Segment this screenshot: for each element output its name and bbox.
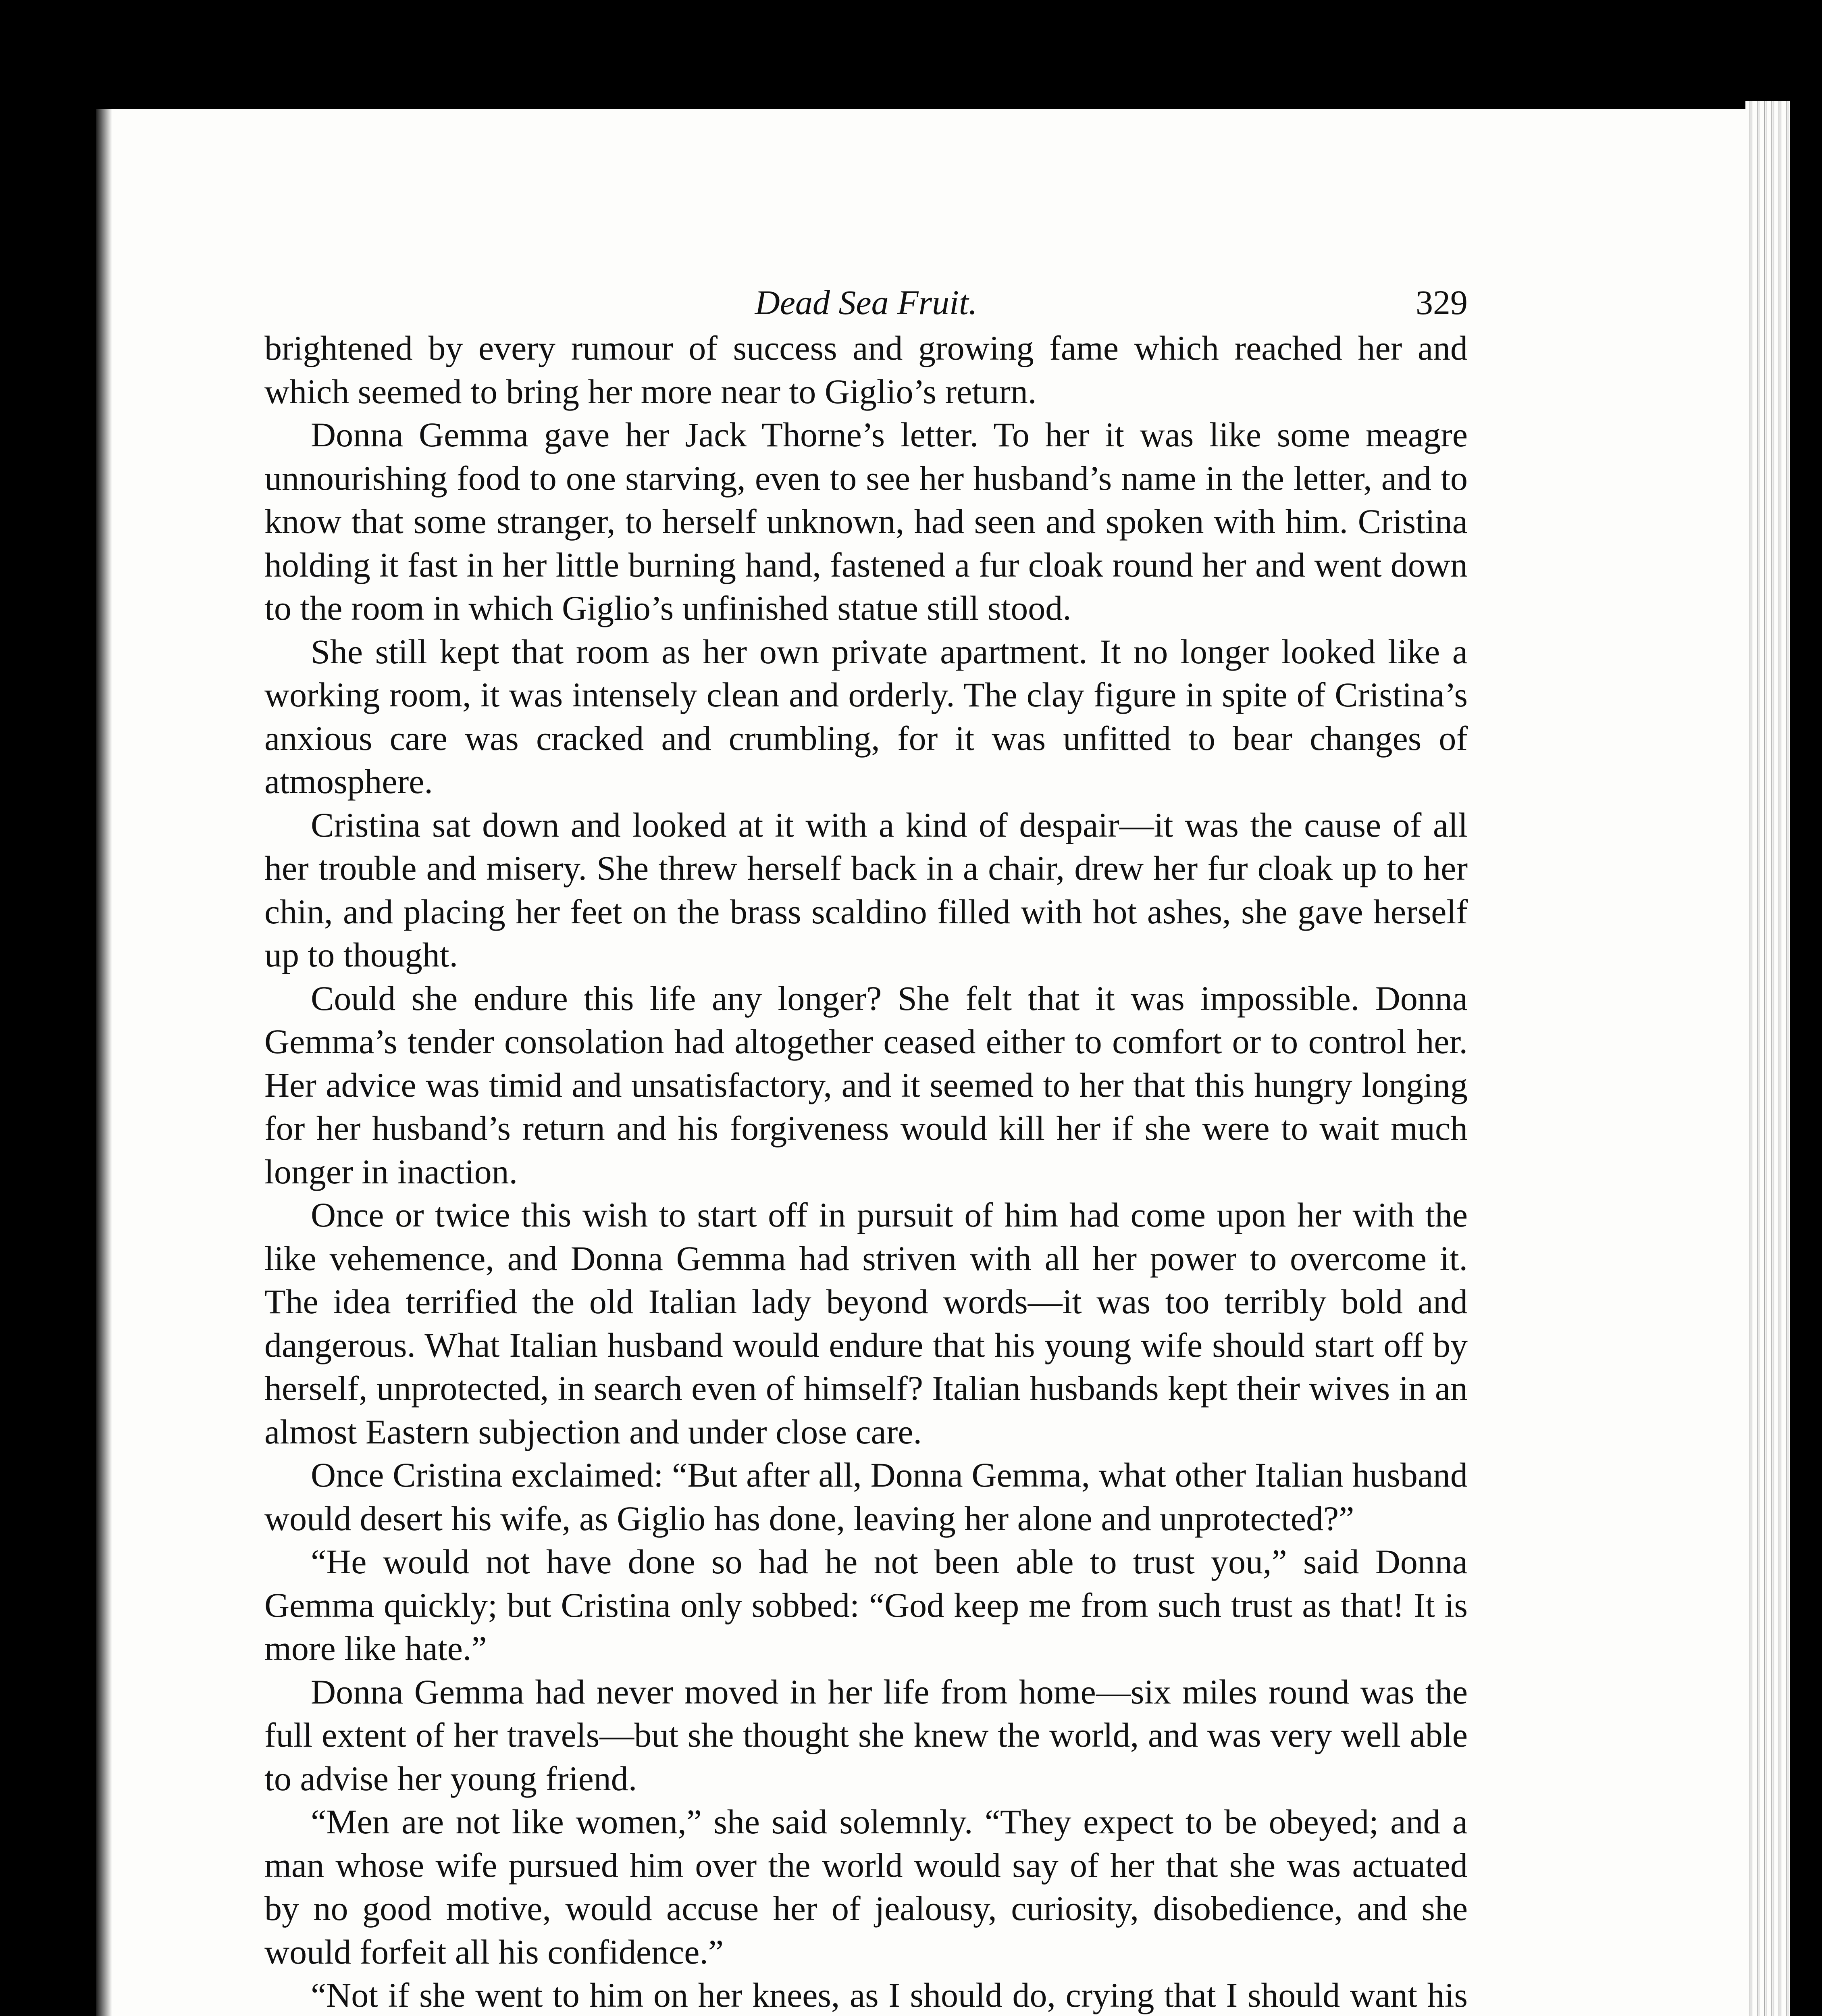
running-head (264, 278, 1468, 327)
paragraph: Once or twice this wish to start off in pursuit of him had come upon her with the like vehemence, and Donna Gemma had striven with all her power to overcome it. The idea terrified the old Italian lady beyond words—it was too terribly bold and dangerous. What Italian husband would endure that his young wife should start off by herself, unprotected, in search even of himself? Italian husbands kept their wives in an almost Eastern subjection and under close care. (264, 1195, 1468, 1451)
page-number: 329 (1416, 283, 1468, 322)
running-title: Dead Sea Fruit. (755, 283, 978, 322)
paragraph: brightened by every rumour of success and growing fame which reached her and which seemed to bring her more near to Giglio’s return. (264, 329, 1468, 411)
paragraph: “Not if she went to him on her knees, as I should do, crying that I should want his (311, 1976, 1468, 2014)
text-block (264, 278, 1468, 2016)
paragraph: Could she endure this life any longer? She felt that it was impossible. Donna Gemma’s tender consolation had altogether ceased either to comfort or to control her. Her advice was timid and unsatisfactory, and it seemed to her that this hungry longing for her husband’s return and his forgiveness would kill her if she were to wait much longer in inaction. (264, 979, 1468, 1191)
paragraph: Once Cristina exclaimed: “But after all, Donna Gemma, what other Italian husband would desert his wife, as Giglio has done, leaving her alone and unprotected?” (264, 1456, 1468, 1538)
paragraph: Donna Gemma gave her Jack Thorne’s letter. To her it was like some meagre unnourishing food to one starving, even to see her husband’s name in the letter, and to know that some stranger, to herself unknown, had seen and spoken with him. Cristina holding it fast in her little burning hand, fastened a fur cloak round her and went down to the room in which Giglio’s unfinished statue still stood. (264, 415, 1468, 627)
body-text (264, 327, 1468, 2016)
paragraph: “He would not have done so had he not been able to trust you,” said Donna Gemma quickly; but Cristina only sobbed: “God keep me from such trust as that! It is more like hate.” (264, 1542, 1468, 1668)
paragraph: Donna Gemma had never moved in her life from home—six miles round was the full extent of her travels—but she thought she knew the world, and was very well able to advise her young friend. (264, 1672, 1468, 1798)
gutter-shadow (96, 109, 112, 2016)
paragraph: Cristina sat down and looked at it with a kind of despair—it was the cause of all her trouble and misery. She threw herself back in a chair, drew her fur cloak up to her chin, and placing her feet on the brass scaldino filled with hot ashes, she gave herself up to thought. (264, 805, 1468, 974)
paragraph: She still kept that room as her own private apartment. It no longer looked like a working room, it was intensely clean and orderly. The clay figure in spite of Cristina’s anxious care was cracked and crumbling, for it was unfitted to bear changes of atmosphere. (264, 632, 1468, 801)
paragraph: “Men are not like women,” she said solemnly. “They expect to be obeyed; and a man whose wife pursued him over the world would say of her that she was actuated by no good motive, would accuse her of jealousy, curiosity, disobedience, and she would forfeit all his confidence.” (264, 1802, 1468, 1971)
page-edges (1745, 101, 1790, 2016)
